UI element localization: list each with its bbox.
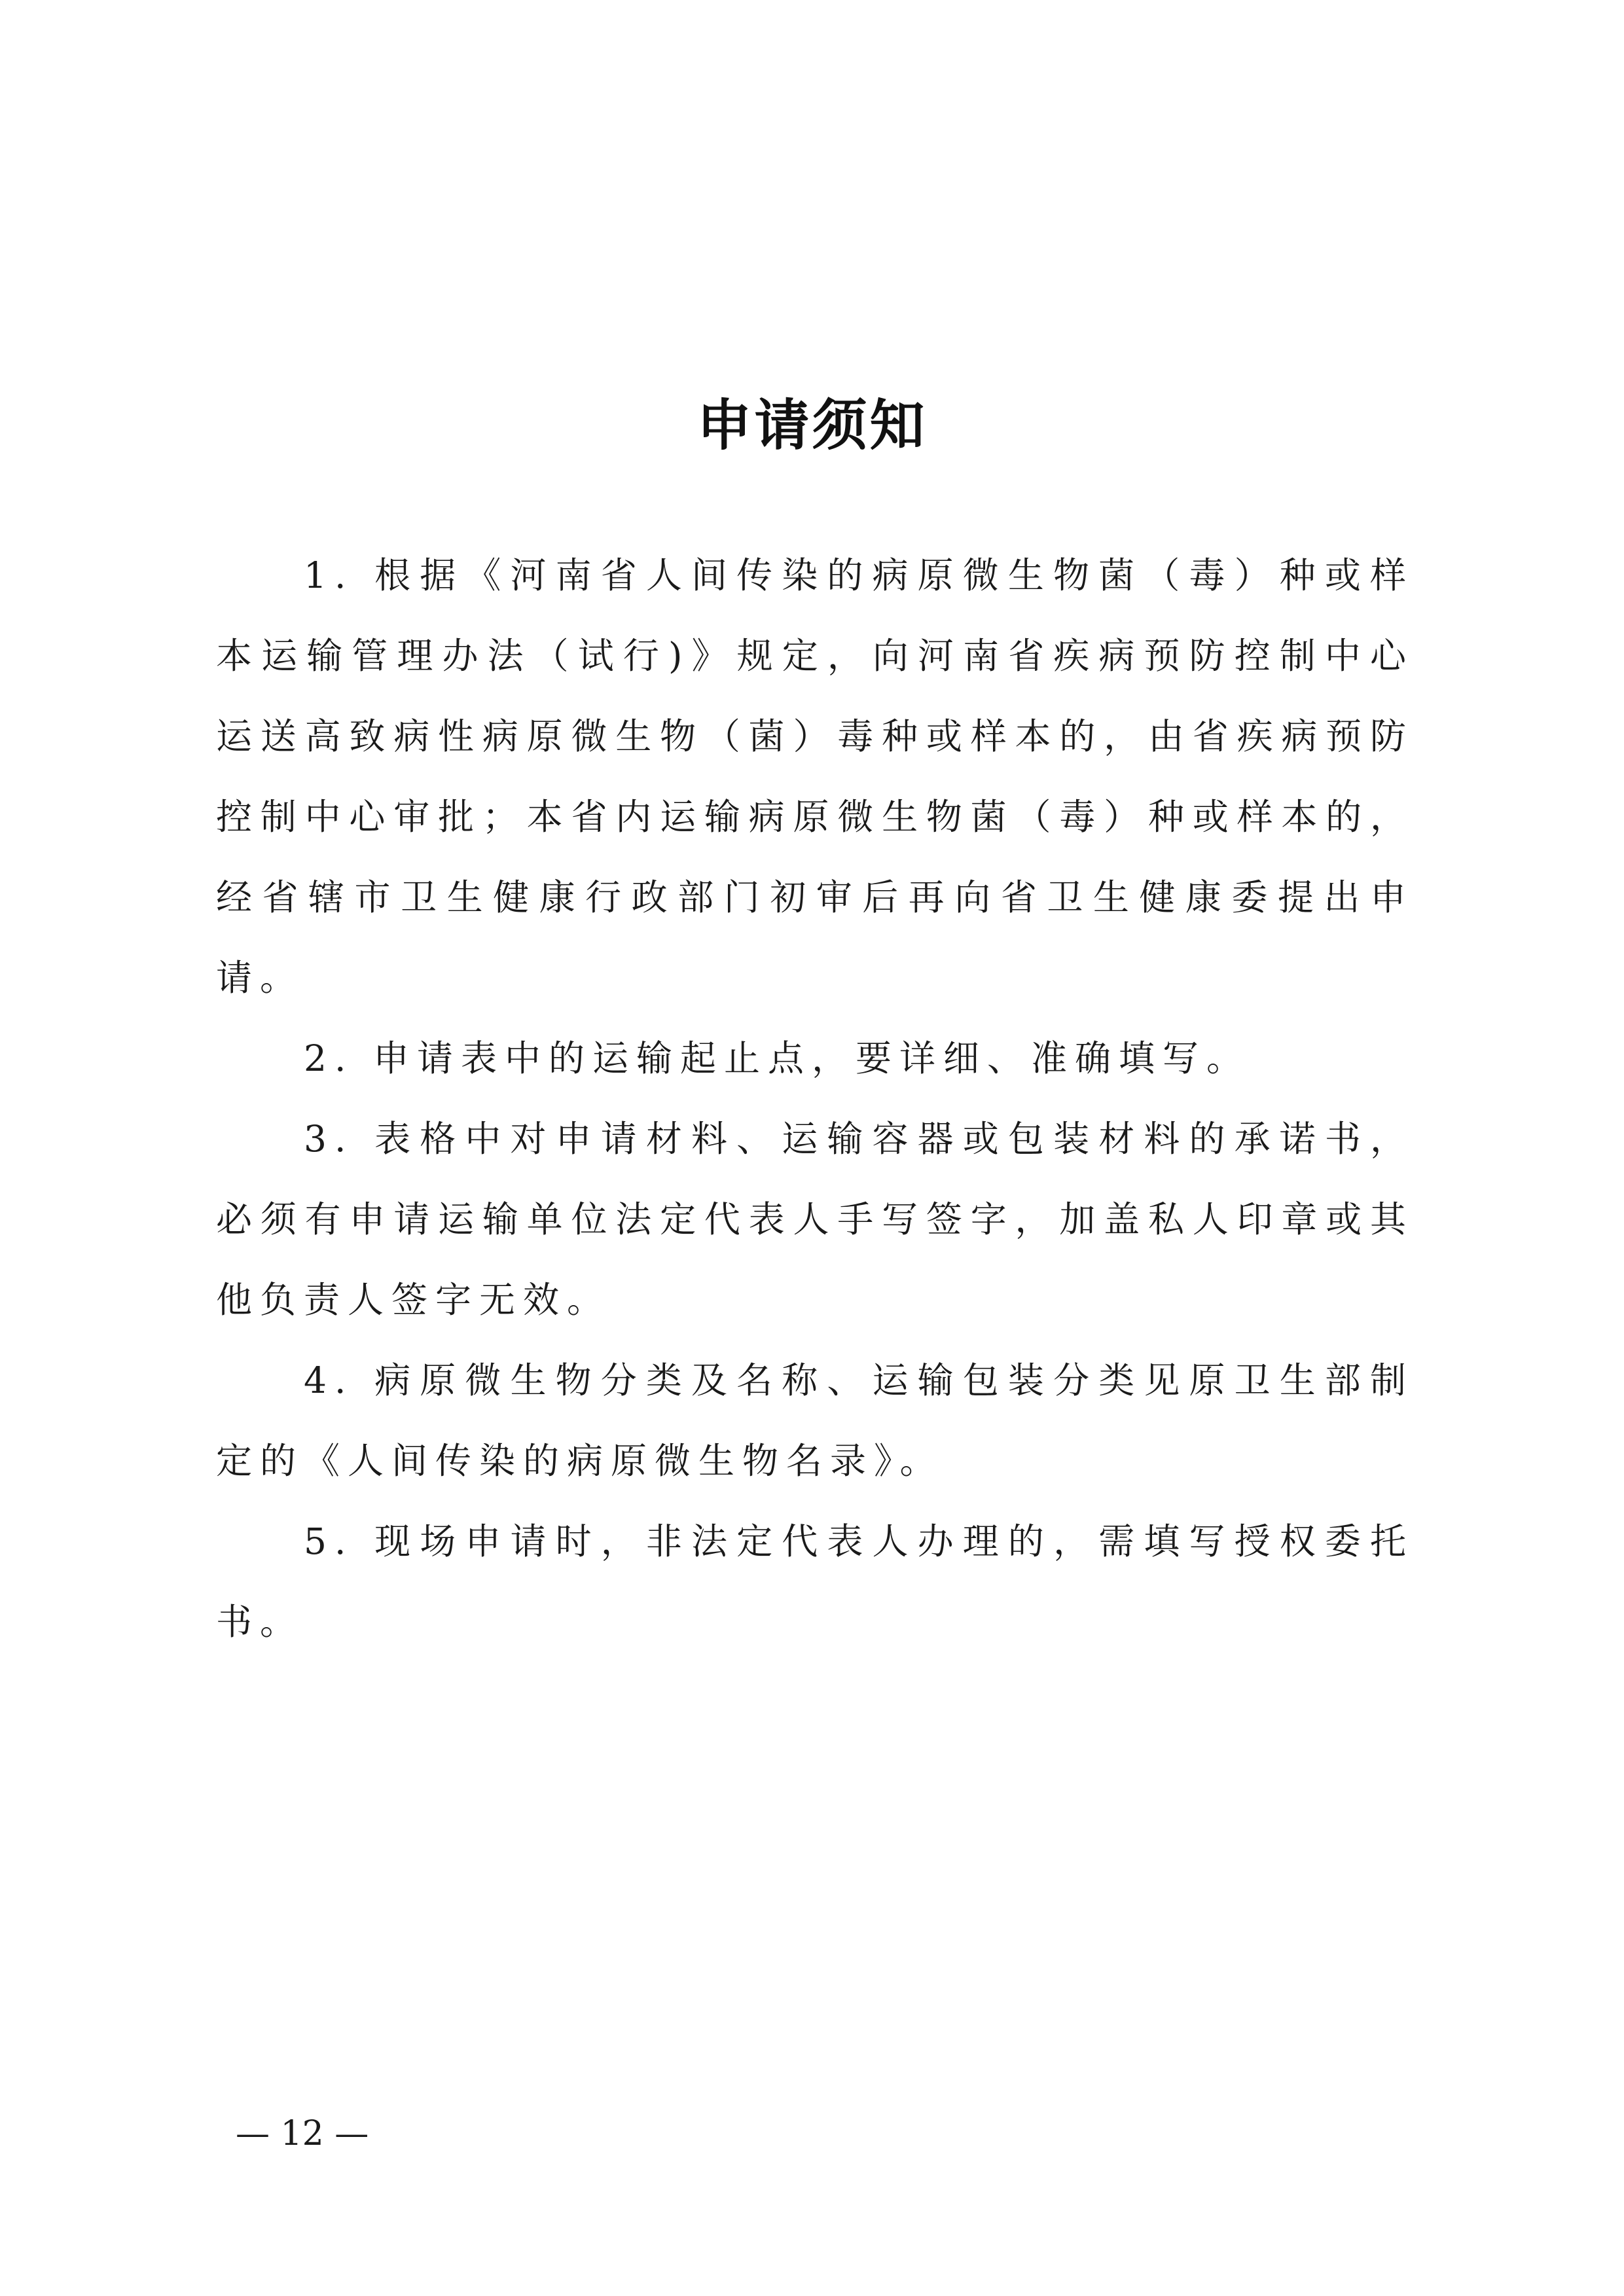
notice-item-4: 4. 病原微生物分类及名称、运输包装分类见原卫生部制定的《人间传染的病原微生物名录》。 [216, 1359, 1414, 1482]
notice-item-5: 5. 现场申请时，非法定代表人办理的，需填写授权委托书。 [216, 1520, 1414, 1643]
page-number: — 12 — [236, 2114, 369, 2153]
notice-item-3: 3. 表格中对申请材料、运输容器或包装材料的承诺书，必须有申请运输单位法定代表人手写签字，加盖私人印章或其他负责人签字无效。 [216, 1118, 1414, 1321]
page-title: 申请须知 [696, 393, 928, 457]
notice-body [216, 535, 1414, 1662]
notice-item-2: 2. 申请表中的运输起止点，要详细、准确填写。 [304, 1037, 1250, 1079]
notice-item-1: 1. 根据《河南省人间传染的病原微生物菌（毒）种或样本运输管理办法（试行)》规定，向河南省疾病预防控制中心运送高致病性病原微生物（菌）毒种或样本的，由省疾病预防控制中心审批；本省内运输病原微生物菌（毒）种或样本的，经省辖市卫生健康行政部门初审后再向省卫生健康委提出申请。 [216, 554, 1414, 999]
